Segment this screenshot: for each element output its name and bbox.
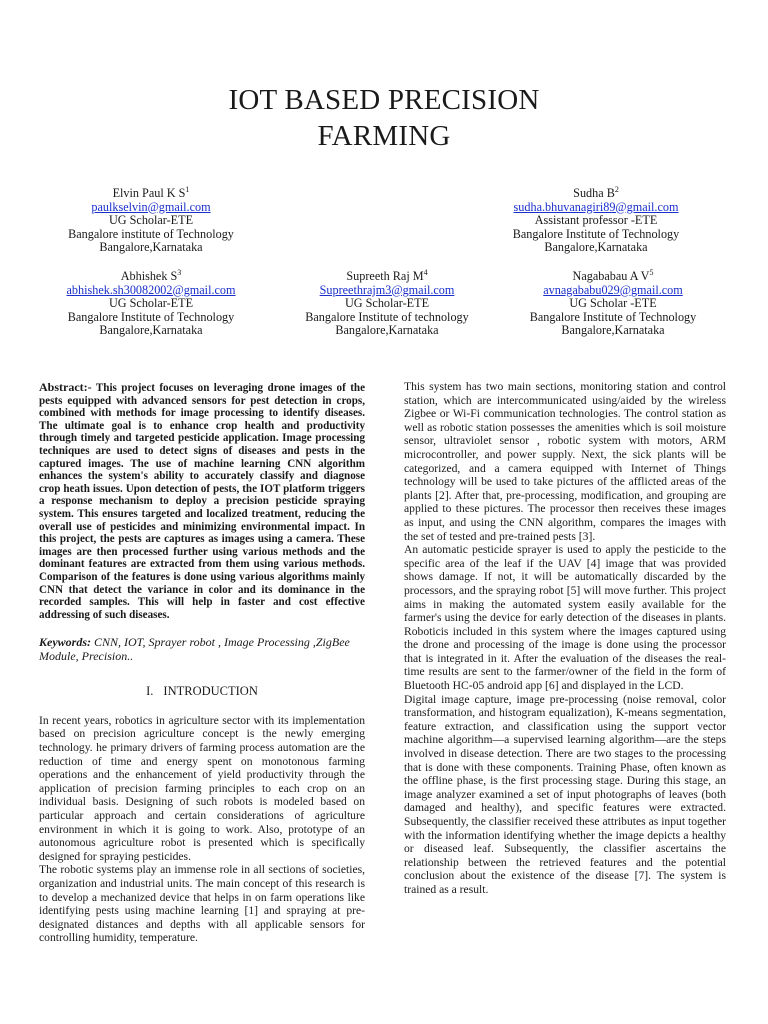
section-title: INTRODUCTION (163, 684, 258, 699)
abstract-label: Abstract:- (39, 380, 92, 394)
author-role: UG Scholar-ETE (108, 296, 194, 311)
author-location: Bangalore,Karnataka (99, 240, 203, 255)
author-name: Elvin Paul K $S^1$ (112, 185, 190, 201)
intro-paragraph-2: The robotic systems play an immense role in all sections of societies, organization and industrial units. The main concept of this research is to develop a mechanized device that helps in on farm operations like identifying pests using machine learning [1] and spraying at pre-designated distances and depths with all applicable sensors for controlling humidity, temperature. (39, 863, 365, 945)
author-location: Bangalore,Karnataka (544, 240, 648, 255)
author-name: Sudha $B^2$ (573, 185, 619, 201)
author-block-4 (267, 266, 507, 338)
author-name: Nagababau A $V^5$ (572, 268, 654, 284)
author-institute: Bangalore Institute of Technology (67, 309, 235, 324)
author-name: Supreeth Raj $M^4$ (346, 268, 428, 284)
author-email-link[interactable]: avnagababu029@gmail.com (543, 282, 683, 297)
author-institute: Bangalore Institute of Technology (512, 226, 680, 241)
body-paragraph-3: Digital image capture, image pre-processing (noise removal, color transformation, and histogram equalization), K-means segmentation, feature extraction, and classification using the support vector machine algorithm—a supervised learning algorithm—are the steps involved in disease detection. There are two stages to the processing that is done with these components. Training Phase, often known as the offline phase, is the first processing stage. During this stage, an image analyzer examined a set of input photographs of leaves (both damaged and healthy), and specific features were extracted. Subsequently, the classifier received these attributes as input together with the information identifying whether the image depicts a healthy or diseased leaf. Subsequently, the classifier ascertains the relationship between the retrieved features and the potential conclusion about the existence of the disease [7]. The system is trained as a result. (404, 692, 726, 896)
author-institute: Bangalore Institute of technology (305, 309, 469, 324)
author-block-1 (31, 183, 271, 255)
paper-title (0, 82, 768, 154)
abstract (39, 381, 365, 621)
left-column (39, 381, 365, 945)
author-location: Bangalore,Karnataka (561, 323, 665, 338)
author-name: Abhishek $S^3$ (120, 268, 182, 284)
author-institute: Bangalore institute of Technology (68, 226, 234, 241)
author-block-2 (476, 183, 716, 255)
author-institute: Bangalore Institute of Technology (529, 309, 697, 324)
author-location: Bangalore,Karnataka (99, 323, 203, 338)
intro-paragraph-1: In recent years, robotics in agriculture sector with its implementation based on precision agriculture concept is the newly emerging technology. he primary drivers of farming process automation are the reduction of time and energy spent on monotonous farming operations and the enhancement of yield productivity through the application of precision farming principles to each crop on an individual basis. Designing of such robots is modeled based on particular approach and certain considerations of agriculture environment in which it is going to work. Also, prototype of an autonomous agriculture robot is presented which is specifically designed for spraying pesticides. (39, 713, 365, 863)
section-heading (39, 685, 365, 699)
author-block-3 (31, 266, 271, 338)
title-line-2: FARMING (317, 120, 451, 152)
author-email-link[interactable]: abhishek.sh30082002@gmail.com (66, 282, 236, 297)
keywords-label: Keywords: (39, 635, 91, 650)
author-role: UG Scholar-ETE (108, 213, 194, 228)
keywords-text: CNN, IOT, Sprayer robot , Image Processing ,ZigBee Module, Precision.. (39, 635, 350, 664)
title-line-1: IOT BASED PRECISION (228, 84, 540, 116)
author-location: Bangalore,Karnataka (335, 323, 439, 338)
author-role: UG Scholar -ETE (569, 296, 657, 311)
body-paragraph-1: This system has two main sections, monitoring station and control station, which are intercommunicated using/aided by the wireless Zigbee or Wi-Fi communication technologies. The control station as well as robotic station possesses the amenities which is soil moisture sensor, ultraviolet sensor , robotic system with motors, ARM microcontroller, and power supply. Next, the sick plants will be categorized, and a camera equipped with Internet of Things technology will be used to take pictures of the afflicted areas of the plants [2]. After that, pre-processing, modification, and grouping are applied to these pictures. The processor then receives these images as input, and using the CNN algorithm, compares the images with the set of tested and pre-trained pests [3]. (404, 380, 726, 543)
author-role: UG Scholar-ETE (344, 296, 430, 311)
author-block-5 (493, 266, 733, 338)
keywords (39, 635, 365, 663)
body-paragraph-2: An automatic pesticide sprayer is used to apply the pesticide to the specific area of the leaf if the UAV [4] image that was provided shows damage. If not, it will be automatically discarded by the processors, and the spraying robot [5] will move further. This project aims in making the automated system easily available for the farmer's using the device for early detection of the diseases in plants. Roboticis included in this system where the images captured using the drone and processing of the image is done using the processor that is integrated in it. After the evaluation of the diseases the real-time results are sent to the farmer/owner of the field in the form of Bluetooth HC-05 android app [6] and displayed in the LCD. (404, 543, 726, 693)
author-email-link[interactable]: sudha.bhuvanagiri89@gmail.com (513, 199, 679, 214)
right-column (404, 380, 726, 897)
abstract-text: This project focuses on leveraging drone images of the pests equipped with advanced sensors for pest detection in crops, combined with methods for image processing to identify diseases. The ultimate goal is to enhance crop health and productivity through timely and targeted pesticide application. Image processing techniques are used to detect signs of diseases and pests in the captured images. The use of machine learning CNN algorithm enhances the system's ability to accurately classify and diagnose crop heath issues. Upon detection of pests, the IOT platform triggers a response mechanism to deploy a precision pesticide spraying system. This ensures targeted and localized treatment, reducing the overall use of pesticides and minimizing environmental impact. In this project, the pests are captures as images using a camera. These images are then processed further using various methods and the dominant features are extracted from them using various methods. Comparison of the features is done using various algorithms mainly CNN that detect the variance in color and its dominance in the recorded samples. This will help in faster and cost effective addressing of such diseases. (39, 382, 365, 621)
author-email-link[interactable]: paulkselvin@gmail.com (91, 199, 211, 214)
author-email-link[interactable]: Supreethrajm3@gmail.com (319, 282, 455, 297)
author-role: Assistant professor -ETE (534, 213, 658, 228)
section-number: I. (146, 684, 154, 699)
